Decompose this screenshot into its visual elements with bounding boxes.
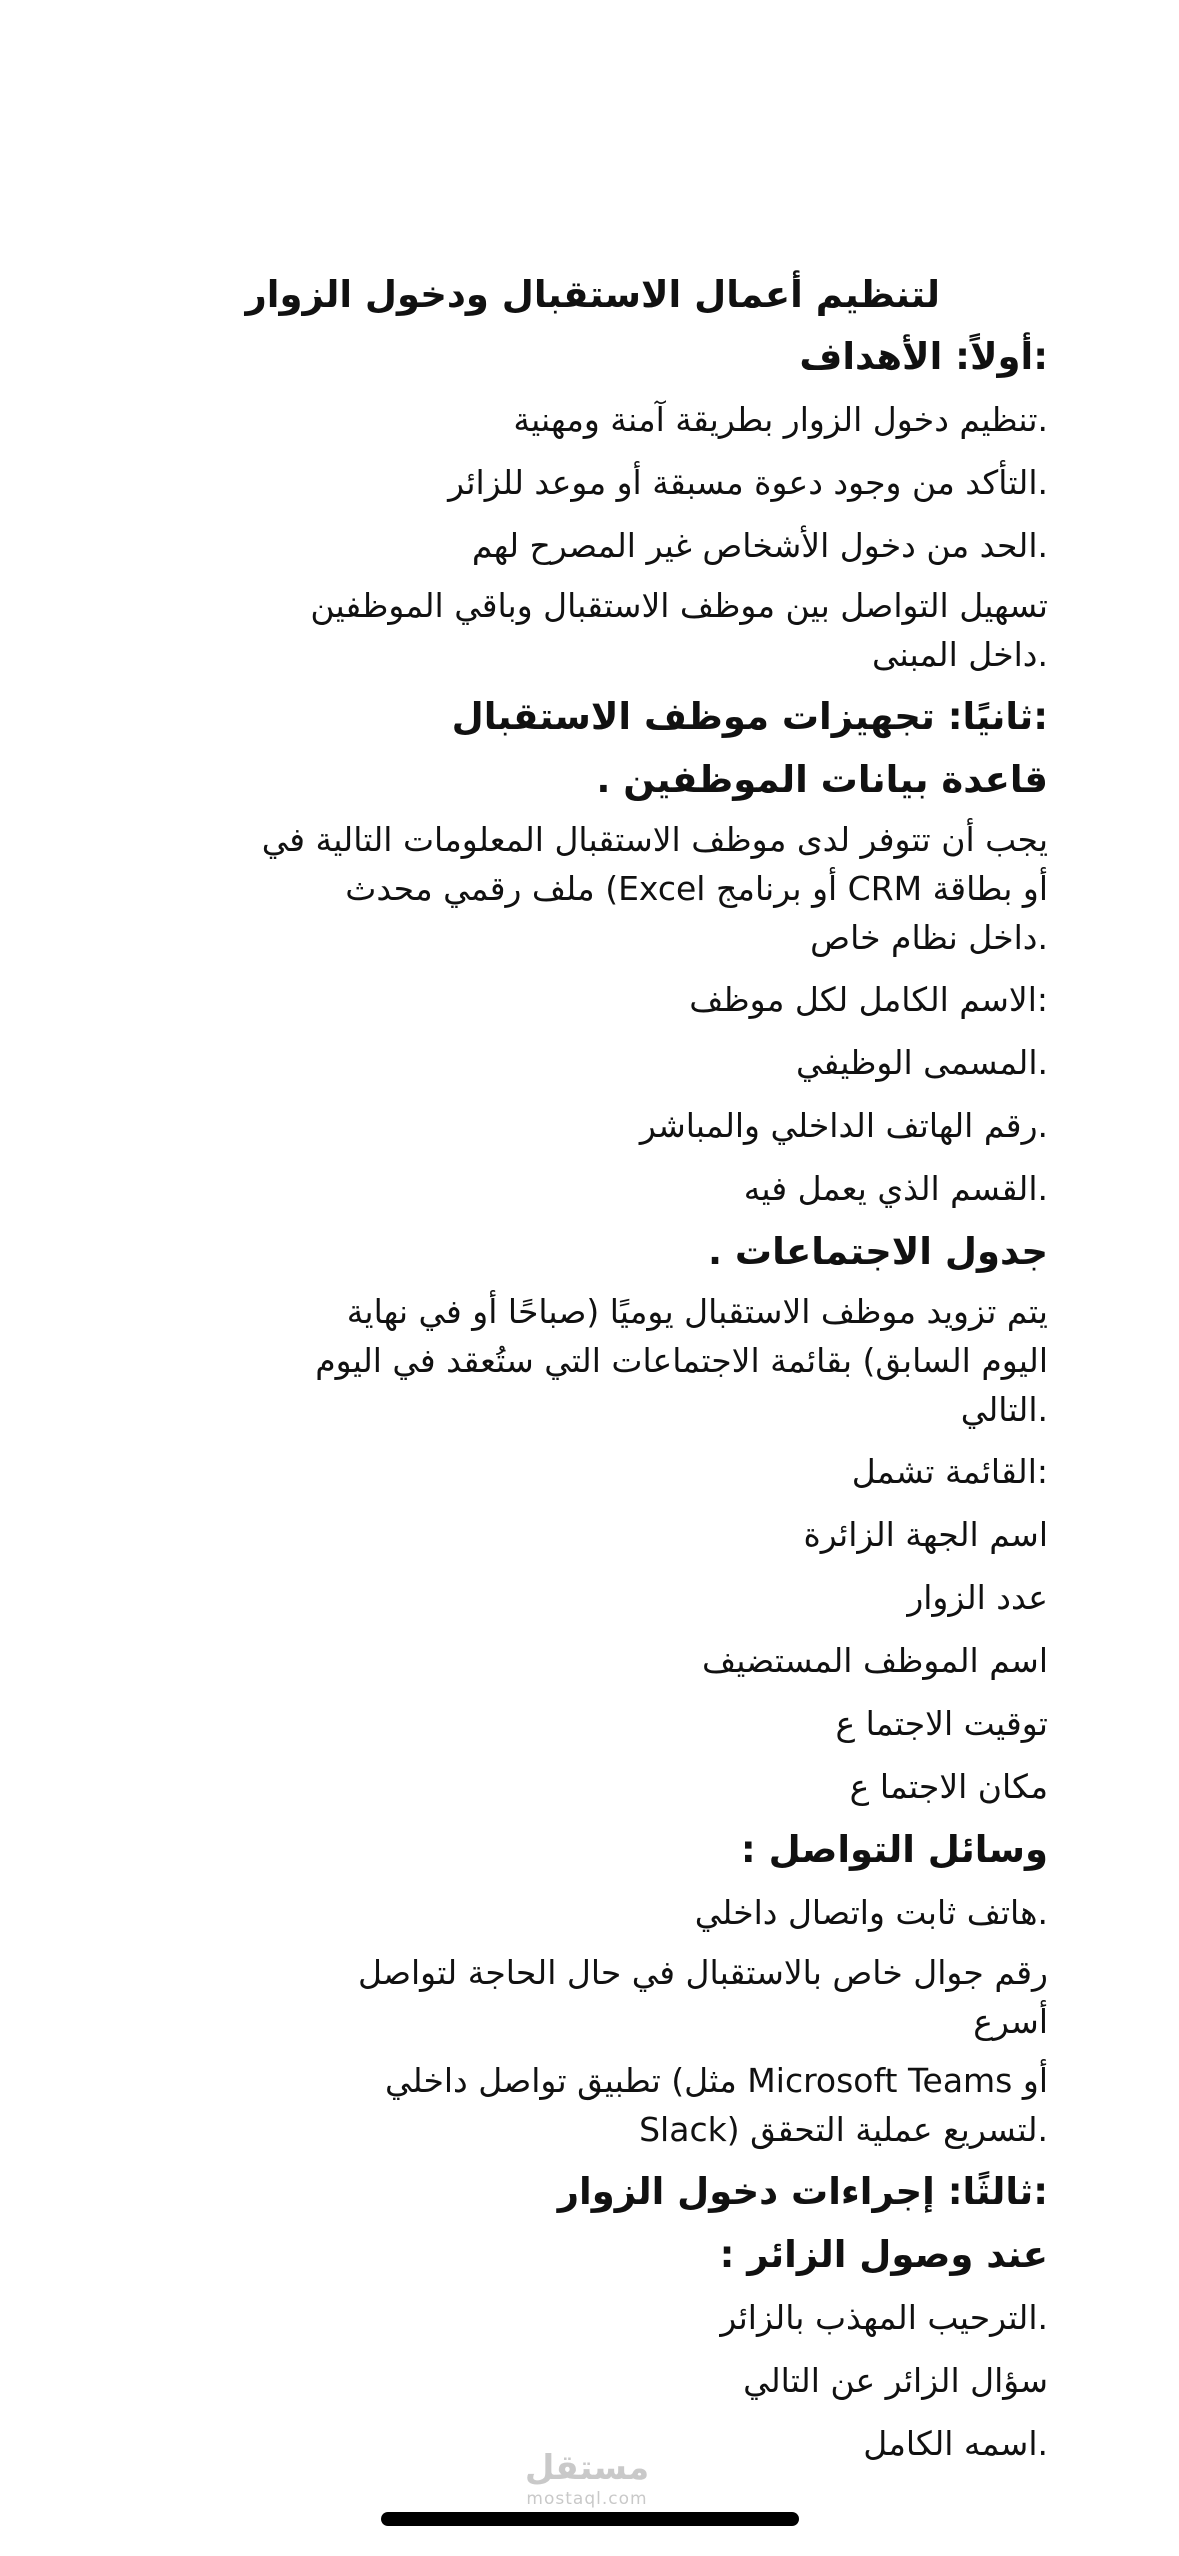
paragraph-line: أسرع bbox=[973, 2002, 1048, 2041]
meetings-schedule-paragraph bbox=[150, 1283, 1048, 1440]
section-equipment-heading: :ثانيًا: تجهيزات موظف الاستقبال bbox=[451, 695, 1048, 738]
watermark-latin: mostaql.com bbox=[526, 2489, 648, 2509]
communication-item: .هاتف ثابت واتصال داخلي bbox=[694, 1893, 1048, 1932]
communication-paragraph bbox=[150, 2052, 1048, 2160]
objective-item: .التأكد من وجود دعوة مسبقة أو موعد للزائر bbox=[448, 463, 1048, 502]
arrival-step-item: سؤال الزائر عن التالي bbox=[743, 2361, 1048, 2400]
paragraph-line: يتم تزويد موظف الاستقبال يوميًا (صباحًا أو في نهاية bbox=[346, 1292, 1048, 1331]
mostaql-watermark bbox=[512, 2448, 662, 2510]
paragraph-line: أو بطاقة CRM أو برنامج Excel) ملف رقمي محدث bbox=[345, 869, 1048, 908]
arrival-step-item: .الترحيب المهذب بالزائر bbox=[720, 2298, 1048, 2337]
database-field-item: .القسم الذي يعمل فيه bbox=[743, 1169, 1048, 1208]
paragraph-line: أو Microsoft Teams مثل) تطبيق تواصل داخلي bbox=[385, 2061, 1048, 2100]
watermark-arabic: مستقل bbox=[524, 2448, 650, 2488]
document-body bbox=[150, 265, 1048, 2475]
home-indicator[interactable] bbox=[381, 2512, 799, 2526]
objective-paragraph bbox=[150, 577, 1048, 685]
paragraph-line: اليوم السابق) بقائمة الاجتماعات التي ستُعقد في اليوم bbox=[315, 1341, 1048, 1380]
meeting-list-item: مكان الاجتما ع bbox=[849, 1767, 1048, 1806]
section-objectives-heading: :أولاً: الأهداف bbox=[799, 335, 1048, 378]
meeting-list-item: توقيت الاجتما ع bbox=[835, 1704, 1048, 1743]
communication-means-heading: وسائل التواصل : bbox=[740, 1828, 1048, 1871]
objective-item: .الحد من دخول الأشخاص غير المصرح لهم bbox=[471, 526, 1048, 565]
database-field-item: .رقم الهاتف الداخلي والمباشر bbox=[639, 1106, 1048, 1145]
paragraph-line: .داخل نظام خاص bbox=[810, 918, 1048, 957]
paragraph-line: .لتسريع عملية التحقق (Slack bbox=[639, 2110, 1048, 2149]
paragraph-line: .التالي bbox=[960, 1390, 1048, 1429]
arrival-step-item: .اسمه الكامل bbox=[863, 2424, 1048, 2463]
meeting-list-item: اسم الموظف المستضيف bbox=[702, 1641, 1048, 1680]
paragraph-line: .داخل المبنى bbox=[872, 635, 1048, 674]
paragraph-line: رقم جوال خاص بالاستقبال في حال الحاجة لتواصل bbox=[357, 1953, 1048, 1992]
paragraph-line: يجب أن تتوفر لدى موظف الاستقبال المعلومات التالية في bbox=[261, 820, 1048, 859]
employee-database-paragraph bbox=[150, 811, 1048, 968]
paragraph-line: تسهيل التواصل بين موظف الاستقبال وباقي الموظفين bbox=[310, 586, 1048, 625]
employee-database-heading: قاعدة بيانات الموظفين . bbox=[596, 758, 1048, 801]
meeting-list-item: عدد الزوار bbox=[907, 1578, 1048, 1617]
section-visitor-procedures-heading: :ثالثًا: إجراءات دخول الزوار bbox=[557, 2170, 1048, 2213]
document-title: لتنظيم أعمال الاستقبال ودخول الزوار bbox=[245, 273, 940, 316]
database-field-item: :الاسم الكامل لكل موظف bbox=[689, 980, 1048, 1019]
database-field-item: .المسمى الوظيفي bbox=[796, 1043, 1048, 1082]
visitor-arrival-heading: عند وصول الزائر : bbox=[719, 2233, 1048, 2276]
meeting-list-item: اسم الجهة الزائرة bbox=[803, 1515, 1048, 1554]
meeting-list-item: :القائمة تشمل bbox=[851, 1452, 1048, 1491]
meetings-schedule-heading: جدول الاجتماعات . bbox=[707, 1230, 1048, 1273]
objective-item: .تنظيم دخول الزوار بطريقة آمنة ومهنية bbox=[513, 400, 1048, 439]
communication-paragraph bbox=[150, 1944, 1048, 2052]
